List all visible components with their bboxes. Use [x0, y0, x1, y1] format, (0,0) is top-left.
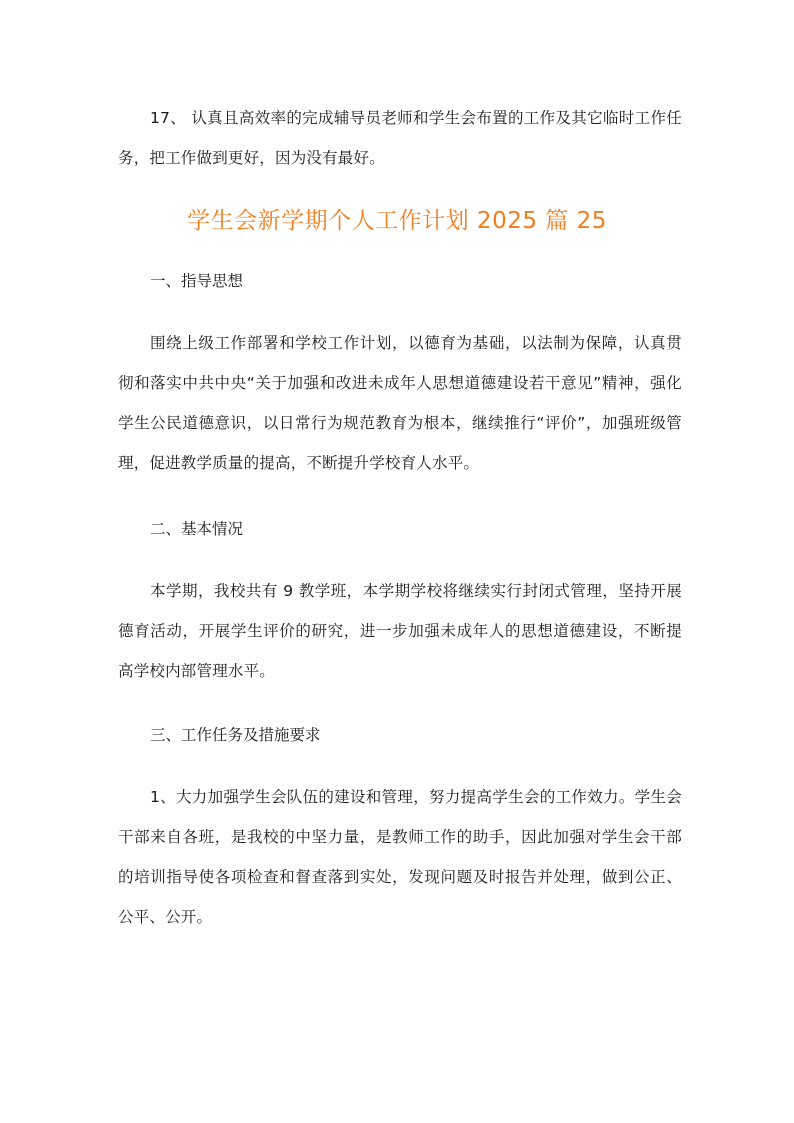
document-title: 学生会新学期个人工作计划 2025 篇 25 [187, 208, 607, 234]
paragraph-item-17: 17、 认真且高效率的完成辅导员老师和学生会布置的工作及其它临时工作任务，把工作做到更好，因为没有最好。 [118, 109, 682, 167]
section-heading-tasks-measures: 三、工作任务及措施要求 [150, 726, 321, 744]
section-heading-guiding-ideology: 一、指导思想 [150, 272, 244, 290]
section-body-guiding-ideology: 围绕上级工作部署和学校工作计划，以德育为基础，以法制为保障，认真贯彻和落实中共中央“关于加强和改进未成年人思想道德建设若干意见”精神，强化学生公民道德意识，以日常行为规范教育为根本，继续推行“评价”，加强班级管理，促进教学质量的提高，不断提升学校育人水平。 [118, 334, 682, 472]
section-item-1: 1、大力加强学生会队伍的建设和管理，努力提高学生会的工作效力。学生会干部来自各班，是我校的中坚力量，是教师工作的助手，因此加强对学生会干部的培训指导使各项检查和督查落到实处，发现问题及时报告并处理，做到公正、公平、公开。 [118, 788, 682, 926]
section-heading-basic-situation: 二、基本情况 [150, 520, 244, 538]
section-body-basic-situation: 本学期，我校共有 9 教学班，本学期学校将继续实行封闭式管理，坚持开展德育活动，开展学生评价的研究，进一步加强未成年人的思想道德建设，不断提高学校内部管理水平。 [118, 582, 682, 680]
